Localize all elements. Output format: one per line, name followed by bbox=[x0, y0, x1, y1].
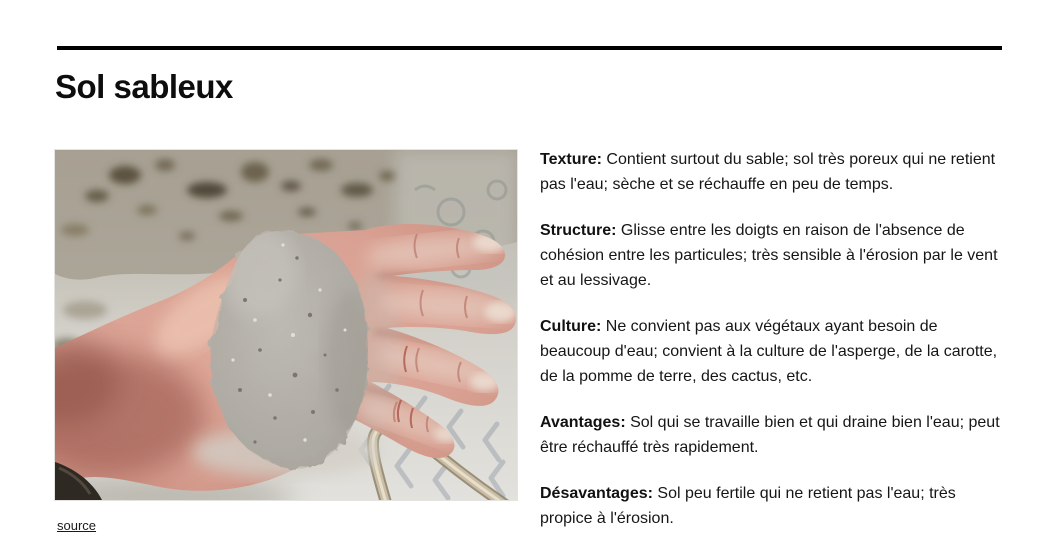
section-text: Sol qui se travaille bien et qui draine bien l'eau; peut être réchauffé très rapidement. bbox=[540, 414, 1000, 456]
top-divider bbox=[57, 46, 1002, 50]
section-structure bbox=[540, 218, 1005, 293]
soil-photo bbox=[55, 150, 517, 500]
page-title: Sol sableux bbox=[55, 68, 233, 105]
section-desavantages bbox=[540, 481, 1005, 531]
section-culture bbox=[540, 314, 1005, 389]
sandy-soil-hand-illustration bbox=[55, 150, 517, 500]
description-sections bbox=[540, 147, 1005, 552]
section-text: Sol peu fertile qui ne retient pas l'eau; très propice à l'érosion. bbox=[540, 485, 956, 527]
section-label: Structure: bbox=[540, 222, 617, 239]
section-label: Texture: bbox=[540, 151, 602, 168]
section-label: Culture: bbox=[540, 318, 602, 335]
section-label: Avantages: bbox=[540, 414, 626, 431]
source-link[interactable]: source bbox=[57, 518, 97, 533]
section-label: Désavantages: bbox=[540, 485, 653, 502]
section-avantages bbox=[540, 410, 1005, 460]
section-text: Contient surtout du sable; sol très poreux qui ne retient pas l'eau; sèche et se réchauffe en peu de temps. bbox=[540, 151, 996, 193]
section-texture bbox=[540, 147, 1005, 197]
section-text: Ne convient pas aux végétaux ayant besoin de beaucoup d'eau; convient à la culture de l'asperge, de la carotte, de la pomme de terre, des cactus, etc. bbox=[540, 318, 998, 385]
section-text: Glisse entre les doigts en raison de l'absence de cohésion entre les particules; très sensible à l'érosion par le vent et au lessivage. bbox=[540, 222, 998, 289]
